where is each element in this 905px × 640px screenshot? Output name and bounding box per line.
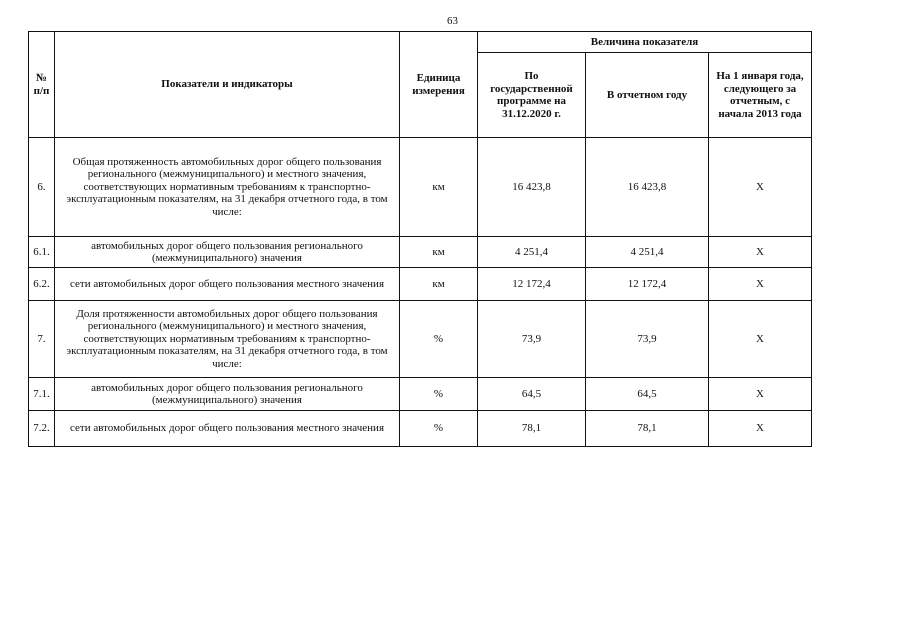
row-program-value: 12 172,4 bbox=[478, 268, 586, 301]
row-reporting-value: 78,1 bbox=[586, 411, 709, 447]
row-indicator: сети автомобильных дорог общего пользования местного значения bbox=[55, 268, 400, 301]
row-number: 6.2. bbox=[29, 268, 55, 301]
table-row bbox=[29, 378, 812, 411]
table-row bbox=[29, 237, 812, 268]
row-number: 7.2. bbox=[29, 411, 55, 447]
row-program-value: 16 423,8 bbox=[478, 138, 586, 237]
row-program-value: 4 251,4 bbox=[478, 237, 586, 268]
row-unit: км bbox=[400, 237, 478, 268]
row-january-value: X bbox=[709, 301, 812, 378]
indicators-table bbox=[28, 31, 812, 447]
table-row bbox=[29, 268, 812, 301]
row-program-value: 64,5 bbox=[478, 378, 586, 411]
header-reporting-year: В отчетном году bbox=[586, 53, 709, 138]
row-reporting-value: 4 251,4 bbox=[586, 237, 709, 268]
page-number: 63 bbox=[447, 15, 458, 27]
row-indicator: Общая протяженность автомобильных дорог общего пользования регионального (межмуниципального) и местного значения, соответствующих нормативным требованиям к транспортно-эксплуатационным показателям, на 31 декабря отчетного года, в том числе: bbox=[55, 138, 400, 237]
row-january-value: X bbox=[709, 138, 812, 237]
row-number: 6.1. bbox=[29, 237, 55, 268]
row-unit: % bbox=[400, 378, 478, 411]
header-january: На 1 января года, следующего за отчетным, с начала 2013 года bbox=[709, 53, 812, 138]
row-unit: % bbox=[400, 301, 478, 378]
row-indicator: сети автомобильных дорог общего пользования местного значения bbox=[55, 411, 400, 447]
row-indicator: Доля протяженности автомобильных дорог общего пользования регионального (межмуниципального) и местного значения, соответствующих нормативным требованиям к транспортно-эксплуатационным показателям, на 31 декабря отчетного года, в том числе: bbox=[55, 301, 400, 378]
row-reporting-value: 73,9 bbox=[586, 301, 709, 378]
row-january-value: X bbox=[709, 237, 812, 268]
row-indicator: автомобильных дорог общего пользования регионального (межмуниципального) значения bbox=[55, 378, 400, 411]
row-january-value: X bbox=[709, 411, 812, 447]
row-reporting-value: 12 172,4 bbox=[586, 268, 709, 301]
row-indicator: автомобильных дорог общего пользования регионального (межмуниципального) значения bbox=[55, 237, 400, 268]
row-program-value: 78,1 bbox=[478, 411, 586, 447]
table-row bbox=[29, 411, 812, 447]
row-unit: км bbox=[400, 268, 478, 301]
row-number: 7. bbox=[29, 301, 55, 378]
row-number: 7.1. bbox=[29, 378, 55, 411]
row-january-value: X bbox=[709, 268, 812, 301]
row-unit: км bbox=[400, 138, 478, 237]
row-number: 6. bbox=[29, 138, 55, 237]
header-indicators: Показатели и индикаторы bbox=[55, 32, 400, 138]
header-value-group: Величина показателя bbox=[478, 32, 812, 53]
row-program-value: 73,9 bbox=[478, 301, 586, 378]
table-row bbox=[29, 301, 812, 378]
row-unit: % bbox=[400, 411, 478, 447]
row-reporting-value: 64,5 bbox=[586, 378, 709, 411]
header-num: № п/п bbox=[29, 32, 55, 138]
header-unit: Единица измерения bbox=[400, 32, 478, 138]
header-program: По государственной программе на 31.12.2020 г. bbox=[478, 53, 586, 138]
table-row bbox=[29, 138, 812, 237]
row-january-value: X bbox=[709, 378, 812, 411]
row-reporting-value: 16 423,8 bbox=[586, 138, 709, 237]
